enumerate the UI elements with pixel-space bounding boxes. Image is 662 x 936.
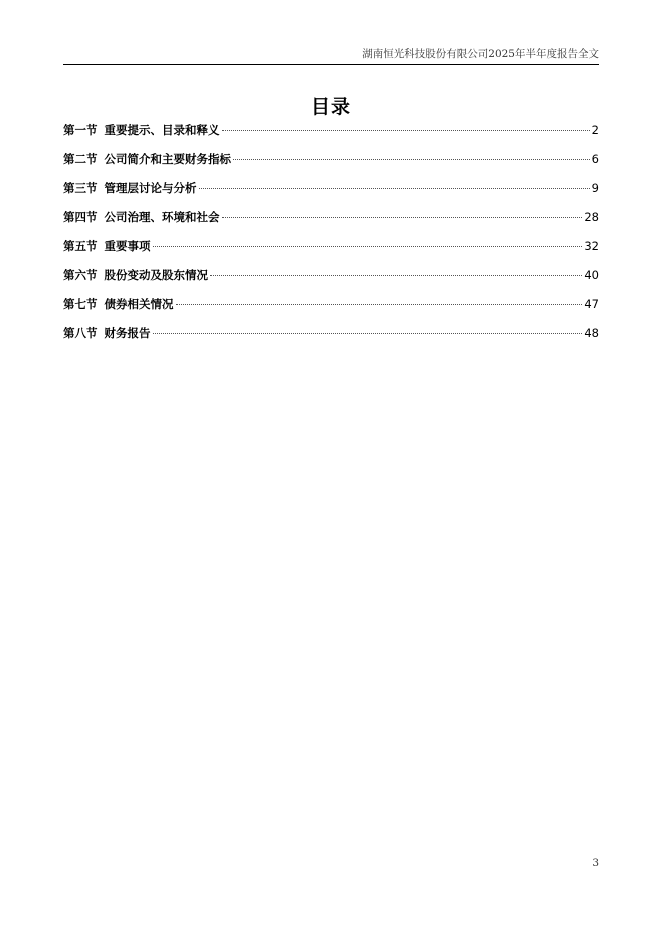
toc-page-number: 48 [584,326,599,340]
toc-section-number: 第三节 [63,181,98,195]
dot-leader [176,304,583,305]
toc-title: 目录 [310,96,351,118]
toc-page-number: 47 [584,297,599,311]
toc-section-number: 第五节 [63,239,98,253]
toc-page-number: 28 [584,210,599,224]
toc-page-number: 9 [591,181,599,195]
toc-section-title: 财务报告 [104,326,151,340]
dot-leader [153,333,583,334]
toc-item-label [63,325,151,341]
toc-item-label [63,238,151,254]
toc-section-title: 管理层讨论与分析 [104,181,197,195]
toc-item-label [63,151,231,167]
toc-item-label [63,180,197,196]
toc-page-number: 6 [591,152,599,166]
toc-item[interactable] [63,151,599,180]
toc-section-title: 公司简介和主要财务指标 [104,152,231,166]
toc-item-label [63,296,174,312]
toc-section-number: 第八节 [63,326,98,340]
header-title: 湖南恒光科技股份有限公司2025年半年度报告全文 [362,48,599,60]
toc-section-title: 重要事项 [104,239,151,253]
dot-leader [210,275,582,276]
toc-item-label [63,209,220,225]
toc-section-number: 第七节 [63,297,98,311]
page-header [63,44,599,65]
page-number: 3 [592,857,599,869]
toc-section-number: 第四节 [63,210,98,224]
toc-item[interactable] [63,238,599,267]
toc-section-title: 重要提示、目录和释义 [104,123,220,137]
toc-section-number: 第六节 [63,268,98,282]
toc-item[interactable] [63,122,599,151]
toc-section-number: 第二节 [63,152,98,166]
toc-item-label [63,267,208,283]
toc-item[interactable] [63,180,599,209]
dot-leader [233,159,590,160]
toc-page-number: 40 [584,268,599,282]
toc-section-number: 第一节 [63,123,98,137]
dot-leader [222,130,590,131]
toc-item[interactable] [63,209,599,238]
toc-item-label [63,122,220,138]
toc-section-title: 债券相关情况 [104,297,174,311]
toc-section-title: 股份变动及股东情况 [104,268,208,282]
table-of-contents [63,122,599,354]
toc-page-number: 2 [591,123,599,137]
dot-leader [222,217,583,218]
toc-page-number: 32 [584,239,599,253]
toc-item[interactable] [63,267,599,296]
dot-leader [153,246,583,247]
toc-item[interactable] [63,296,599,325]
toc-section-title: 公司治理、环境和社会 [104,210,220,224]
toc-item[interactable] [63,325,599,354]
dot-leader [199,188,590,189]
